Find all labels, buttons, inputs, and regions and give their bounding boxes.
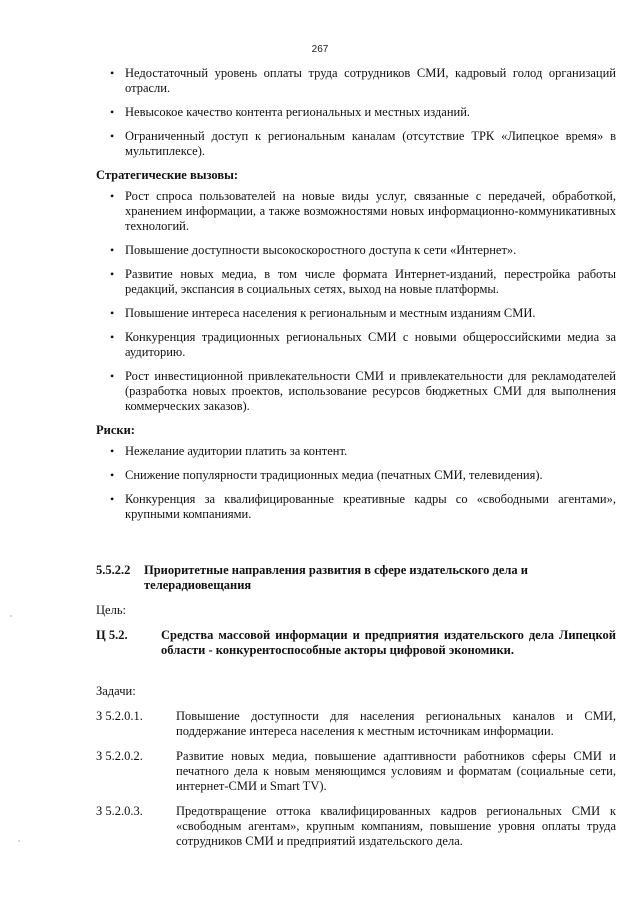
list-item: • Нежелание аудитории платить за контент. bbox=[110, 444, 348, 458]
bullet-icon: • bbox=[110, 189, 115, 203]
bullet-icon: • bbox=[110, 492, 115, 506]
list-item: • Развитие новых медиа, в том числе формата Интернет-изданий, перестройка работы редакций, экспансия в социальных сетях, выход на новые платформы. bbox=[110, 267, 616, 296]
list-item: • Конкуренция за квалифицированные креативные кадры со «свободными агентами», крупными компаниями. bbox=[110, 492, 616, 521]
bullet-icon: • bbox=[110, 468, 115, 482]
bullet-icon: • bbox=[110, 444, 115, 458]
bullet-icon: • bbox=[110, 66, 115, 80]
bullet-icon: • bbox=[110, 267, 115, 281]
list-item: • Конкуренция традиционных региональных СМИ с новыми общероссийскими медиа за аудиторию. bbox=[110, 330, 616, 359]
list-item: • Ограниченный доступ к региональным каналам (отсутствие ТРК «Липецкое время» в мультиплексе). bbox=[110, 129, 616, 158]
intro-bullet-list bbox=[96, 66, 616, 159]
tasks-label: Задачи: bbox=[96, 684, 136, 698]
task-text: Развитие новых медиа, повышение адаптивности работников сферы СМИ и печатного дела к новым меняющимся условиям и форматам (социальные сети, интернет-СМИ и Smart TV). bbox=[176, 749, 616, 793]
list-item: • Недостаточный уровень оплаты труда сотрудников СМИ, кадровый голод организаций отрасли. bbox=[110, 66, 616, 95]
scan-speck bbox=[10, 615, 12, 617]
bullet-icon: • bbox=[110, 306, 115, 320]
bullet-icon: • bbox=[110, 129, 115, 143]
strategic-bullet-list bbox=[96, 189, 616, 414]
list-item: • Повышение интереса населения к региональным и местным изданиям СМИ. bbox=[110, 306, 536, 320]
goal-text: Средства массовой информации и предприятия издательского дела Липецкой области - конкурентоспособные акторы цифровой экономики. bbox=[161, 628, 616, 657]
task-item bbox=[96, 709, 616, 739]
scan-speck bbox=[18, 840, 20, 842]
risks-bullet-list bbox=[96, 444, 616, 522]
risks-label: Риски: bbox=[96, 423, 135, 437]
task-item bbox=[96, 804, 616, 849]
task-text: Повышение доступности для населения региональных каналов и СМИ, поддержание интереса населения к местным источникам информации. bbox=[176, 709, 616, 738]
task-code: З 5.2.0.1. bbox=[96, 709, 143, 723]
bullet-icon: • bbox=[110, 330, 115, 344]
bullet-icon: • bbox=[110, 369, 115, 383]
section-number: 5.5.2.2 bbox=[96, 563, 131, 577]
task-text: Предотвращение оттока квалифицированных кадров региональных СМИ к «свободным агентам», крупным компаниям, повышение уровня оплаты труда сотрудников СМИ и предприятий издательского дела. bbox=[176, 804, 616, 848]
document-body bbox=[96, 66, 616, 849]
list-item: • Снижение популярности традиционных медиа (печатных СМИ, телевидения). bbox=[110, 468, 543, 482]
section-heading bbox=[96, 563, 616, 593]
page-number: 267 bbox=[311, 44, 329, 55]
list-item: • Рост инвестиционной привлекательности СМИ и привлекательности для рекламодателей (разработка новых проектов, использование ресурсов бюджетных СМИ для выполнения коммерческих заказов). bbox=[110, 369, 616, 413]
task-item bbox=[96, 749, 616, 794]
goal-block bbox=[96, 628, 616, 658]
goal-label: Цель: bbox=[96, 603, 126, 617]
bullet-icon: • bbox=[110, 243, 115, 257]
task-code: З 5.2.0.2. bbox=[96, 749, 143, 763]
task-code: З 5.2.0.3. bbox=[96, 804, 143, 818]
list-item: • Повышение доступности высокоскоростного доступа к сети «Интернет». bbox=[110, 243, 517, 257]
list-item: • Рост спроса пользователей на новые виды услуг, связанные с передачей, обработкой, хранением информации, а также возможностями новых информационно-коммуникативных технологий. bbox=[110, 189, 616, 233]
bullet-icon: • bbox=[110, 105, 115, 119]
section-title: Приоритетные направления развития в сфере издательского дела и телерадиовещания bbox=[144, 563, 528, 592]
strategic-challenges-label: Стратегические вызовы: bbox=[96, 168, 239, 182]
goal-code: Ц 5.2. bbox=[96, 628, 128, 642]
list-item: • Невысокое качество контента региональных и местных изданий. bbox=[110, 105, 471, 119]
